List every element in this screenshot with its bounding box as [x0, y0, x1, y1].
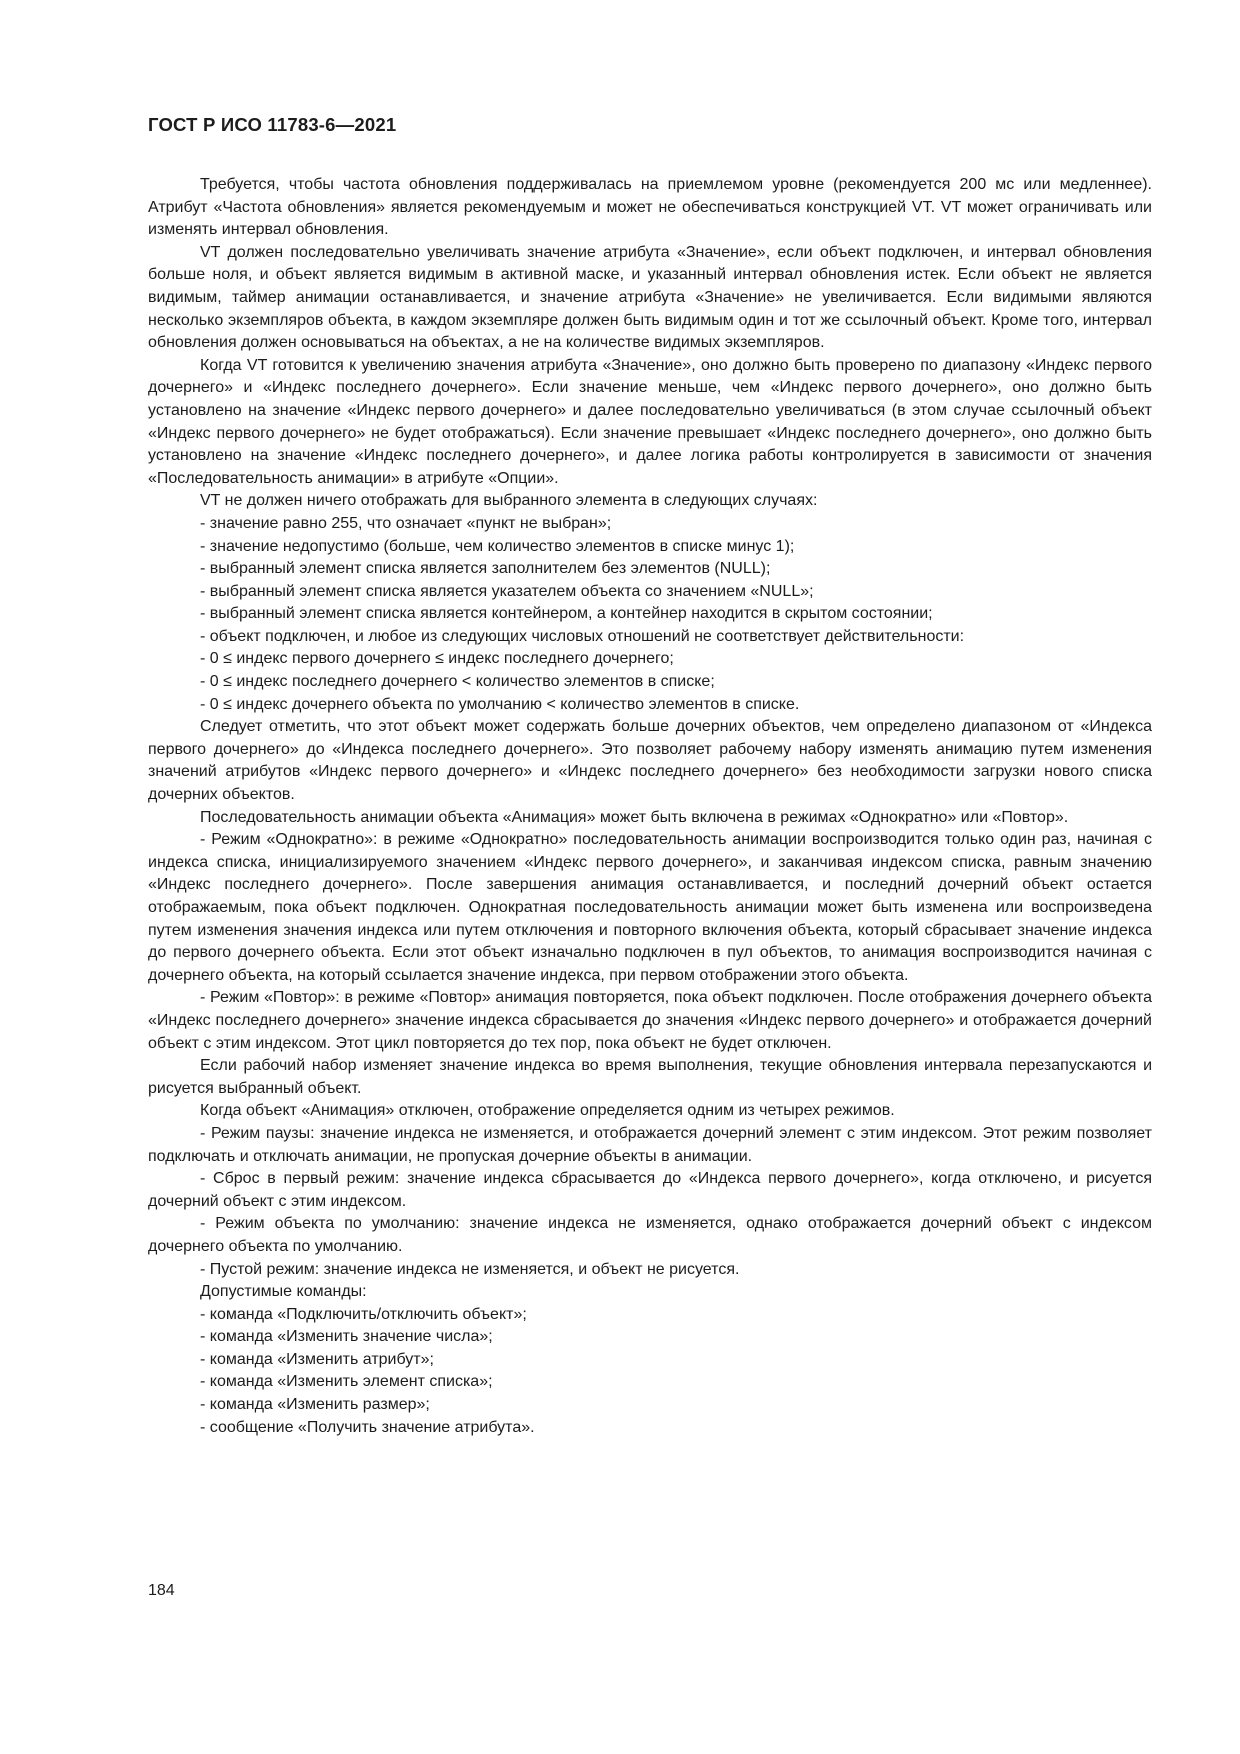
list-item: - 0 ≤ индекс последнего дочернего < количество элементов в списке; — [200, 673, 715, 691]
paragraph: - Режим «Однократно»: в режиме «Однократно» последовательность анимации воспроизводится только один раз, начиная с индекса списка, инициализируемого значением «Индекс первого дочернего», и заканчивая индексом списка, равным значению «Индекс последнего дочернего». После завершения анимация останавливается, и последний дочерний объект остается отображаемым, пока объект подключен. Однократная последовательность анимации может быть изменена или воспроизведена путем изменения значения индекса или путем отключения и повторного включения объекта, который сбрасывает значение индекса до первого дочернего объекта. Если этот объект изначально подключен в пул объектов, то анимация воспроизводится начиная с дочернего объекта, на который ссылается значение индекса, при первом отображении этого объекта. — [148, 831, 1152, 984]
paragraph: Когда объект «Анимация» отключен, отображение определяется одним из четырех режимов. — [200, 1102, 895, 1120]
list-item: Допустимые команды: — [200, 1283, 367, 1301]
paragraph: VT должен последовательно увеличивать значение атрибута «Значение», если объект подключен, и интервал обновления больше ноля, и объект является видимым в активной маске, и указанный интервал обновления истек. Если объект не является видимым, таймер анимации останавливается, и значение атрибута «Значение» не увеличивается. Если видимыми являются несколько экземпляров объекта, в каждом экземпляре должен быть видимым один и тот же ссылочный объект. Кроме того, интервал обновления должен основываться на объектах, а не на количестве видимых экземпляров. — [148, 243, 1152, 352]
list-item: - команда «Изменить атрибут»; — [200, 1350, 434, 1368]
paragraph: - Режим паузы: значение индекса не изменяется, и отображается дочерний элемент с этим индексом. Этот режим позволяет подключать и отключать анимации, не пропуская дочерние объекты в анимации. — [148, 1124, 1152, 1165]
list-item: - объект подключен, и любое из следующих числовых отношений не соответствует действительности: — [200, 627, 965, 645]
list-item: - команда «Изменить элемент списка»; — [200, 1373, 493, 1391]
page-number: 184 — [148, 1582, 175, 1599]
list-item: - 0 ≤ индекс первого дочернего ≤ индекс последнего дочернего; — [200, 650, 674, 668]
paragraph: Следует отметить, что этот объект может содержать больше дочерних объектов, чем определено диапазоном от «Индекса первого дочернего» до «Индекса последнего дочернего». Это позволяет рабочему набору изменять анимацию путем изменения значений атрибутов «Индекс первого дочернего» и «Индекс последнего дочернего» без необходимости загрузки нового списка дочерних объектов. — [148, 718, 1152, 804]
list-item: - выбранный элемент списка является контейнером, а контейнер находится в скрытом состоянии; — [200, 605, 933, 623]
paragraph: Когда VT готовится к увеличению значения атрибута «Значение», оно должно быть проверено по диапазону «Индекс первого дочернего» и «Индекс последнего дочернего». Если значение меньше, чем «Индекс первого дочернего», оно должно быть установлено на значение «Индекс первого дочернего» и далее последовательно увеличиваться (в этом случае ссылочный объект «Индекс первого дочернего» не будет отображаться). Если значение превышает «Индекс последнего дочернего», оно должно быть установлено на значение «Индекс последнего дочернего», и далее логика работы контролируется в зависимости от значения «Последовательность анимации» в атрибуте «Опции». — [148, 356, 1152, 487]
list-item: - команда «Изменить значение числа»; — [200, 1328, 493, 1346]
list-item: - выбранный элемент списка является заполнителем без элементов (NULL); — [200, 560, 771, 578]
paragraph: - Режим объекта по умолчанию: значение индекса не изменяется, однако отображается дочерний объект с индексом дочернего объекта по умолчанию. — [148, 1215, 1152, 1255]
list-item: - сообщение «Получить значение атрибута». — [200, 1418, 535, 1436]
list-item: - команда «Подключить/отключить объект»; — [200, 1305, 527, 1323]
document-header: ГОСТ Р ИСО 11783-6—2021 — [148, 114, 397, 135]
paragraph: VT не должен ничего отображать для выбранного элемента в следующих случаях: — [200, 492, 818, 510]
paragraph: - Режим «Повтор»: в режиме «Повтор» анимация повторяется, пока объект подключен. После отображения дочернего объекта «Индекс последнего дочернего» значение индекса сбрасывается до значения «Индекс первого дочернего» и отображается дочерний объект с этим индексом. Этот цикл повторяется до тех пор, пока объект не будет отключен. — [148, 989, 1152, 1052]
list-item: - 0 ≤ индекс дочернего объекта по умолчанию < количество элементов в списке. — [200, 695, 800, 713]
list-item: - значение недопустимо (больше, чем количество элементов в списке минус 1); — [200, 537, 795, 555]
list-item: - значение равно 255, что означает «пункт не выбран»; — [200, 514, 612, 532]
paragraph: Последовательность анимации объекта «Анимация» может быть включена в режимах «Однократно» или «Повтор». — [200, 808, 1069, 826]
paragraph: Требуется, чтобы частота обновления поддерживалась на приемлемом уровне (рекомендуется 200 мс или медленнее). Атрибут «Частота обновления» является рекомендуемым и может не обеспечиваться конструкцией VT. VT может ограничивать или изменять интервал обновления. — [148, 176, 1152, 239]
document-body — [148, 174, 1152, 1439]
list-item: - выбранный элемент списка является указателем объекта со значением «NULL»; — [200, 582, 814, 600]
paragraph: - Пустой режим: значение индекса не изменяется, и объект не рисуется. — [200, 1260, 740, 1278]
paragraph: Если рабочий набор изменяет значение индекса во время выполнения, текущие обновления интервала перезапускаются и рисуется выбранный объект. — [148, 1057, 1152, 1097]
paragraph: - Сброс в первый режим: значение индекса сбрасывается до «Индекса первого дочернего», когда отключено, и рисуется дочерний объект с этим индексом. — [148, 1170, 1152, 1210]
list-item: - команда «Изменить размер»; — [200, 1396, 430, 1414]
